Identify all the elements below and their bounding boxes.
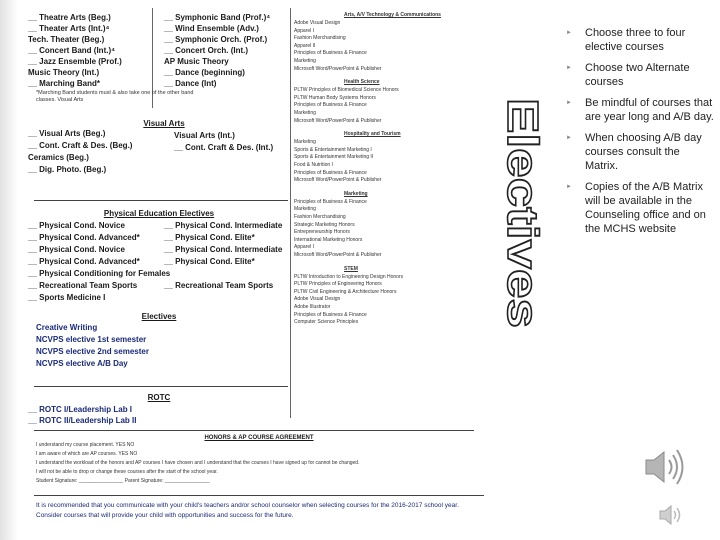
bullet-text: Choose two Alternate courses bbox=[585, 62, 690, 88]
course-line: __ Recreational Team Sports bbox=[28, 281, 138, 290]
bullet-arrow-icon: ► bbox=[566, 135, 572, 141]
course-line: __ Recreational Team Sports bbox=[164, 281, 274, 290]
slide-edge-shade bbox=[0, 0, 18, 540]
section-header: STEM bbox=[344, 265, 358, 272]
course-line: __ Jazz Ensemble (Prof.) bbox=[28, 57, 122, 66]
section-item: Adobe Visual Design bbox=[294, 20, 341, 26]
course-line: AP Music Theory bbox=[164, 57, 229, 66]
bullet-arrow-icon: ► bbox=[566, 184, 572, 190]
pe-header: Physical Education Electives bbox=[103, 209, 215, 218]
course-line: __ Physical Cond. Intermediate bbox=[164, 221, 283, 230]
section-item: Principles of Business & Finance bbox=[294, 102, 367, 109]
section-item: Entrepreneurship Honors bbox=[294, 229, 350, 236]
course-line: __ Physical Cond. Elite* bbox=[164, 257, 255, 266]
bullet-arrow-icon: ► bbox=[566, 65, 572, 71]
elective-line: NCVPS elective 1st semester bbox=[36, 335, 147, 344]
course-line: __ Cont. Craft & Des. (Int.) bbox=[174, 143, 274, 152]
honors-line: I will not be able to drop or change these courses after the start of the school year. bbox=[36, 469, 218, 475]
section-item: Apparel I bbox=[294, 244, 315, 251]
bullet-item bbox=[566, 180, 714, 236]
course-line: __ Dance (Int) bbox=[164, 79, 217, 88]
marching-note: *Marching Band students must & also take one of the other band bbox=[36, 90, 194, 96]
speaker-small-icon[interactable] bbox=[656, 502, 684, 533]
course-line: __ Physical Cond. Advanced* bbox=[28, 233, 140, 242]
section-item: Principles of Business & Finance bbox=[294, 50, 367, 57]
honors-line: Student Signature: ________________ Parent Signature: ________________ bbox=[36, 478, 210, 484]
section-header: Health Science bbox=[344, 79, 380, 86]
section-item: Principles of Business & Finance bbox=[294, 311, 367, 318]
section-item: Microsoft Word/PowerPoint & Publisher bbox=[294, 117, 382, 124]
bullet-arrow-icon: ► bbox=[566, 100, 572, 106]
course-line: __ Theatre Arts (Beg.) bbox=[28, 13, 111, 22]
section-item: Marketing bbox=[294, 110, 316, 116]
section-item: PLTW Principles of Biomedical Science Honors bbox=[294, 87, 399, 94]
section-item: PLTW Civil Engineering & Architecture Honors bbox=[294, 288, 397, 295]
section-item: PLTW Introduction to Engineering Design Honors bbox=[294, 273, 404, 280]
section-item: Adobe Illustrator bbox=[294, 304, 331, 310]
course-line: Tech. Theater (Beg.) bbox=[28, 35, 105, 44]
course-line: __ Wind Ensemble (Adv.) bbox=[164, 24, 259, 33]
bullet-item bbox=[566, 96, 714, 124]
section-item: Fashion Merchandising bbox=[294, 214, 346, 220]
section-item: Strategic Marketing Honors bbox=[294, 221, 355, 228]
section-item: Food & Nutrition I bbox=[294, 162, 333, 168]
bullet-text: Be mindful of courses that are year long and A/B day. bbox=[585, 97, 714, 123]
course-line: __ Visual Arts (Beg.) bbox=[28, 129, 106, 138]
section-item: Marketing bbox=[294, 206, 316, 213]
section-item: Apparel II bbox=[294, 42, 316, 49]
section-item: PLTW Principles of Engineering Honors bbox=[294, 281, 382, 288]
bullet-text: Choose three to four elective courses bbox=[585, 27, 686, 53]
course-line: __ Physical Cond. Novice bbox=[28, 221, 125, 230]
section-header: Arts, A/V Technology & Communications bbox=[344, 12, 441, 18]
visual-arts-header: Visual Arts bbox=[143, 119, 185, 128]
course-line: Visual Arts (Int.) bbox=[174, 131, 235, 140]
elective-line: Creative Writing bbox=[36, 323, 98, 332]
section-header: Hospitality and Tourism bbox=[344, 131, 401, 138]
section-item: Microsoft Word/PowerPoint & Publisher bbox=[294, 65, 382, 72]
course-line: __ Theater Arts (Int.)⁴ bbox=[28, 24, 110, 33]
section-item: Principles of Business & Finance bbox=[294, 198, 367, 205]
section-item: Microsoft Word/PowerPoint & Publisher bbox=[294, 177, 382, 184]
section-item: Computer Science Principles bbox=[294, 319, 359, 326]
honors-line: I am aware of which are AP courses. YES NO bbox=[36, 451, 138, 457]
section-item: Adobe Visual Design bbox=[294, 296, 341, 303]
section-item: Fashion Merchandising bbox=[294, 35, 346, 42]
section-item: Marketing bbox=[294, 58, 316, 64]
electives-title-text: Electives bbox=[498, 98, 547, 289]
rotc-header: ROTC bbox=[147, 393, 171, 402]
course-line: __ Physical Cond. Novice bbox=[28, 245, 125, 254]
course-line: __ Dig. Photo. (Beg.) bbox=[28, 165, 107, 174]
marching-note-2: classes. Visual Arts bbox=[36, 97, 84, 103]
bullet-item bbox=[566, 26, 714, 54]
course-line: __ Dance (beginning) bbox=[164, 68, 245, 77]
section-item: Microsoft Word/PowerPoint & Publisher bbox=[294, 252, 382, 258]
course-line: __ Physical Cond. Elite* bbox=[164, 233, 255, 242]
course-line: __ Symphonic Orch. (Prof.) bbox=[164, 35, 268, 44]
section-item: International Marketing Honors bbox=[294, 236, 363, 243]
rotc-line: __ ROTC II/Leadership Lab II bbox=[28, 416, 137, 425]
course-line: __ Concert Band (Int.)⁴ bbox=[28, 46, 116, 55]
bullet-text: When choosing A/B day courses consult the Matrix. bbox=[585, 132, 702, 172]
honors-line: I understand the workload of the honors and AP courses I have chosen and I understand that the courses I have signed up for cannot be changed. bbox=[36, 460, 360, 466]
section-item: Marketing bbox=[294, 139, 316, 146]
section-item: Sports & Entertainment Marketing II bbox=[294, 154, 374, 161]
electives-title bbox=[490, 98, 550, 330]
course-line: __ Physical Cond. Advanced* bbox=[28, 257, 140, 266]
course-line: __ Physical Conditioning for Females bbox=[28, 269, 171, 278]
rotc-line: __ ROTC I/Leadership Lab I bbox=[28, 405, 133, 414]
course-line: __ Cont. Craft & Des. (Beg.) bbox=[28, 141, 133, 150]
electives-header: Electives bbox=[141, 312, 177, 321]
elective-line: NCVPS elective 2nd semester bbox=[36, 347, 149, 356]
honors-header: HONORS & AP COURSE AGREEMENT bbox=[204, 435, 314, 441]
course-line: __ Physical Cond. Intermediate bbox=[164, 245, 283, 254]
honors-line: I understand my course placement. YES NO bbox=[36, 442, 135, 448]
bullet-item bbox=[566, 61, 714, 89]
bullet-arrow-icon: ► bbox=[566, 30, 572, 36]
footer-recommendation: It is recommended that you communicate with your child's teachers and/or school counselor when selecting courses for the 2016-2017 school year. Consider courses that will provide your child with opportunities and success for the future. bbox=[36, 502, 459, 519]
course-line: __ Marching Band* bbox=[28, 79, 101, 88]
bullet-text: Copies of the A/B Matrix will be available in the Counseling office and on the MCHS website bbox=[585, 181, 706, 235]
section-header: Marketing bbox=[344, 190, 368, 197]
bullet-list bbox=[566, 26, 714, 243]
course-selection-form-image bbox=[24, 8, 486, 536]
section-item: Principles of Business & Finance bbox=[294, 169, 367, 176]
course-line: __ Sports Medicine I bbox=[28, 293, 106, 302]
course-line: Ceramics (Beg.) bbox=[28, 153, 89, 162]
section-item: Apparel I bbox=[294, 27, 315, 34]
section-item: Sports & Entertainment Marketing I bbox=[294, 146, 372, 153]
elective-line: NCVPS elective A/B Day bbox=[36, 359, 128, 368]
course-line: __ Concert Orch. (Int.) bbox=[164, 46, 249, 55]
course-line: Music Theory (Int.) bbox=[28, 68, 100, 77]
speaker-icon[interactable] bbox=[640, 444, 690, 495]
section-item: PLTW Human Body Systems Honors bbox=[294, 94, 376, 101]
bullet-item bbox=[566, 131, 714, 173]
course-line: __ Symphonic Band (Prof.)⁴ bbox=[164, 13, 271, 22]
